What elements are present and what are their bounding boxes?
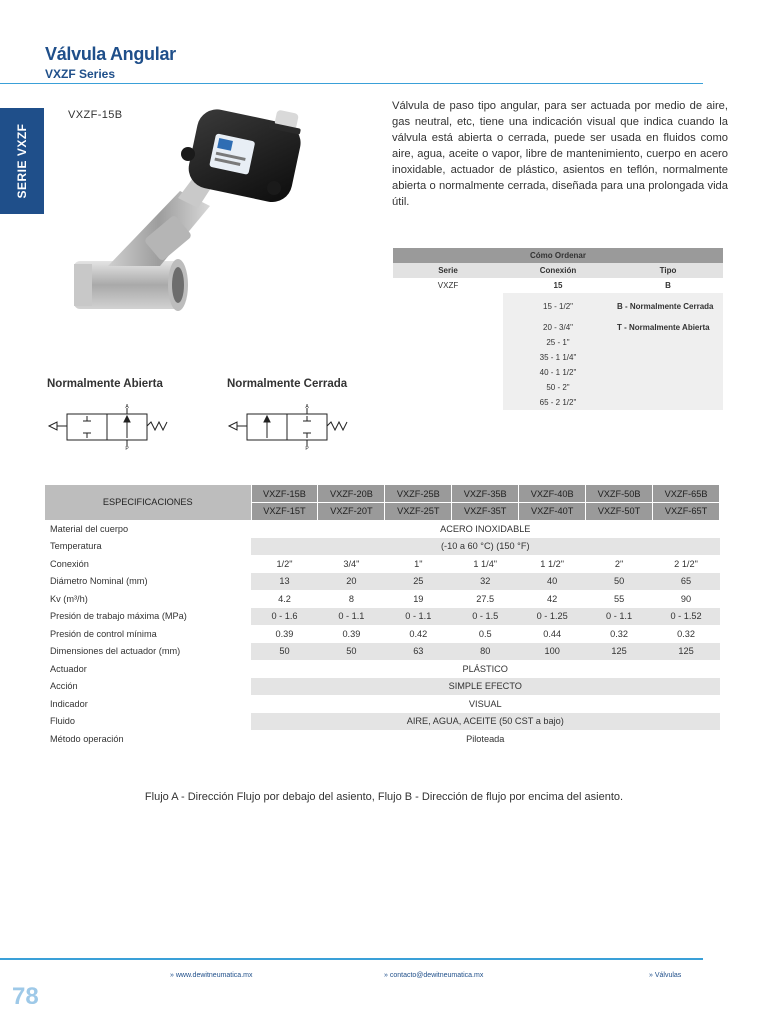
spec-model-header: VXZF-20T	[318, 503, 385, 521]
spec-value: 20	[318, 573, 385, 591]
spec-value: 0.42	[385, 625, 452, 643]
spec-value: 65	[653, 573, 720, 591]
page-title: Válvula Angular	[45, 44, 176, 64]
product-model-label: VXZF-15B	[68, 109, 123, 121]
spec-value: 0.39	[251, 625, 318, 643]
spec-model-header: VXZF-50B	[586, 485, 653, 503]
order-cell	[613, 335, 723, 350]
order-header-tipo: Tipo	[613, 263, 723, 278]
spec-value: 0.44	[519, 625, 586, 643]
symbol-open-title: Normalmente Abierta	[47, 378, 163, 390]
spec-row-label: Método operación	[45, 730, 251, 748]
order-header-serie: Serie	[393, 263, 503, 278]
spec-value: 3/4"	[318, 555, 385, 573]
spec-value: 0.32	[586, 625, 653, 643]
spec-value: 42	[519, 590, 586, 608]
order-cell	[393, 350, 503, 365]
order-cell	[393, 395, 503, 410]
spec-value: 55	[586, 590, 653, 608]
order-cell: 20 - 3/4"	[503, 320, 613, 335]
spec-value: 50	[586, 573, 653, 591]
spec-value: 1"	[385, 555, 452, 573]
spec-value: 1 1/4"	[452, 555, 519, 573]
spec-value: 32	[452, 573, 519, 591]
order-cell: 65 - 2 1/2"	[503, 395, 613, 410]
spec-row-label: Presión de control mínima	[45, 625, 251, 643]
spec-row-label: Conexión	[45, 555, 251, 573]
spec-value: 2"	[586, 555, 653, 573]
spec-model-header: VXZF-15T	[251, 503, 318, 521]
order-cell	[613, 380, 723, 395]
spec-model-header: VXZF-65T	[653, 503, 720, 521]
order-cell: 50 - 2"	[503, 380, 613, 395]
spec-value: ACERO INOXIDABLE	[251, 520, 720, 538]
spec-value: 0.39	[318, 625, 385, 643]
footer-section-link[interactable]: » Válvulas	[649, 972, 682, 979]
order-cell: 15	[503, 278, 613, 293]
spec-value: 2 1/2"	[653, 555, 720, 573]
port-p-label: P	[305, 446, 309, 450]
spec-row-label: Temperatura	[45, 538, 251, 556]
spec-value: Piloteada	[251, 730, 720, 748]
order-cell	[393, 320, 503, 335]
page-number: 78	[12, 983, 39, 1010]
spec-table	[45, 485, 720, 748]
spec-value: SIMPLE EFECTO	[251, 678, 720, 696]
spec-value: 0.5	[452, 625, 519, 643]
spec-value: 0 - 1.25	[519, 608, 586, 626]
spec-value: 0.32	[653, 625, 720, 643]
spec-value: 1 1/2"	[519, 555, 586, 573]
port-p-label: P	[125, 446, 129, 450]
order-cell: 25 - 1"	[503, 335, 613, 350]
order-cell	[393, 293, 503, 320]
spec-row-label: Fluido	[45, 713, 251, 731]
flow-note: Flujo A - Dirección Flujo por debajo del asiento, Flujo B - Dirección de flujo por encima del asiento.	[144, 791, 624, 803]
spec-value: 125	[586, 643, 653, 661]
order-table	[393, 248, 723, 410]
spec-value: 50	[251, 643, 318, 661]
symbol-closed-title: Normalmente Cerrada	[227, 378, 348, 390]
order-cell: 15 - 1/2"	[503, 293, 613, 320]
spec-value: 0 - 1.1	[586, 608, 653, 626]
order-cell	[613, 395, 723, 410]
spec-value: 80	[452, 643, 519, 661]
spec-row-label: Acción	[45, 678, 251, 696]
order-header-conexion: Conexión	[503, 263, 613, 278]
spec-value: 0 - 1.5	[452, 608, 519, 626]
spec-value: 4.2	[251, 590, 318, 608]
spec-value: 0 - 1.6	[251, 608, 318, 626]
spec-value: 1/2"	[251, 555, 318, 573]
normally-closed-symbol	[227, 402, 357, 450]
spec-value: 40	[519, 573, 586, 591]
spec-model-header: VXZF-20B	[318, 485, 385, 503]
footer-divider	[0, 958, 703, 960]
order-cell	[393, 380, 503, 395]
spec-value: 50	[318, 643, 385, 661]
port-a-label: A	[125, 404, 129, 410]
spec-model-header: VXZF-65B	[653, 485, 720, 503]
spec-value: PLÁSTICO	[251, 660, 720, 678]
order-cell: T - Normalmente Abierta	[613, 320, 723, 335]
port-a-label: A	[305, 404, 309, 410]
order-cell: 40 - 1 1/2"	[503, 365, 613, 380]
side-tab	[0, 108, 44, 214]
spec-model-header: VXZF-35B	[452, 485, 519, 503]
spec-row-label: Dimensiones del actuador (mm)	[45, 643, 251, 661]
spec-model-header: VXZF-40T	[519, 503, 586, 521]
order-cell	[613, 365, 723, 380]
spec-row-label: Kv (m³/h)	[45, 590, 251, 608]
spec-value: 125	[653, 643, 720, 661]
spec-row-label: Presión de trabajo máxima (MPa)	[45, 608, 251, 626]
spec-row-label: Material del cuerpo	[45, 520, 251, 538]
spec-value: AIRE, AGUA, ACEITE (50 CST a bajo)	[251, 713, 720, 731]
order-cell: VXZF	[393, 278, 503, 293]
valve-product-image	[60, 96, 310, 346]
footer-email-link[interactable]: » contacto@dewitneumatica.mx	[384, 972, 484, 979]
spec-model-header: VXZF-50T	[586, 503, 653, 521]
spec-value: 27.5	[452, 590, 519, 608]
spec-value: 19	[385, 590, 452, 608]
order-cell: B	[613, 278, 723, 293]
spec-value: 63	[385, 643, 452, 661]
spec-row-label: Indicador	[45, 695, 251, 713]
spec-row-label: Actuador	[45, 660, 251, 678]
order-cell: B - Normalmente Cerrada	[613, 293, 723, 320]
spec-value: (-10 a 60 °C) (150 °F)	[251, 538, 720, 556]
order-cell	[613, 350, 723, 365]
spec-row-label: Diámetro Nominal (mm)	[45, 573, 251, 591]
spec-value: 0 - 1.1	[318, 608, 385, 626]
spec-value: 8	[318, 590, 385, 608]
spec-model-header: VXZF-35T	[452, 503, 519, 521]
product-description: Válvula de paso tipo angular, para ser actuada por medio de aire, gas neutral, etc, tiene una indicación visual que indica cuando la válvula está abierta o cerrada, puede ser usada en fluidos como aire, agua, aceite o vapor, libre de mantenimiento, cuerpo en acero inoxidable, actuador de plástico, asientos en teflón, normalmente abierta o normalmente cerrada, diseñada para una prolongada vida útil.	[392, 100, 728, 208]
page-subtitle: VXZF Series	[45, 67, 116, 81]
spec-model-header: VXZF-25B	[385, 485, 452, 503]
spec-value: 25	[385, 573, 452, 591]
spec-value: VISUAL	[251, 695, 720, 713]
spec-value: 0 - 1.52	[653, 608, 720, 626]
normally-open-symbol	[47, 402, 177, 450]
header-divider	[0, 83, 703, 84]
spec-model-header: VXZF-15B	[251, 485, 318, 503]
footer-website-link[interactable]: » www.dewitneumatica.mx	[170, 972, 253, 979]
spec-value: 13	[251, 573, 318, 591]
spec-table-label: ESPECIFICACIONES	[45, 485, 251, 520]
order-cell: 35 - 1 1/4"	[503, 350, 613, 365]
spec-value: 0 - 1.1	[385, 608, 452, 626]
order-table-title: Cómo Ordenar	[393, 248, 723, 263]
side-tab-label: SERIE VXZF	[15, 123, 29, 199]
order-cell	[393, 365, 503, 380]
spec-value: 90	[653, 590, 720, 608]
order-cell	[393, 335, 503, 350]
spec-model-header: VXZF-25T	[385, 503, 452, 521]
spec-value: 100	[519, 643, 586, 661]
spec-model-header: VXZF-40B	[519, 485, 586, 503]
